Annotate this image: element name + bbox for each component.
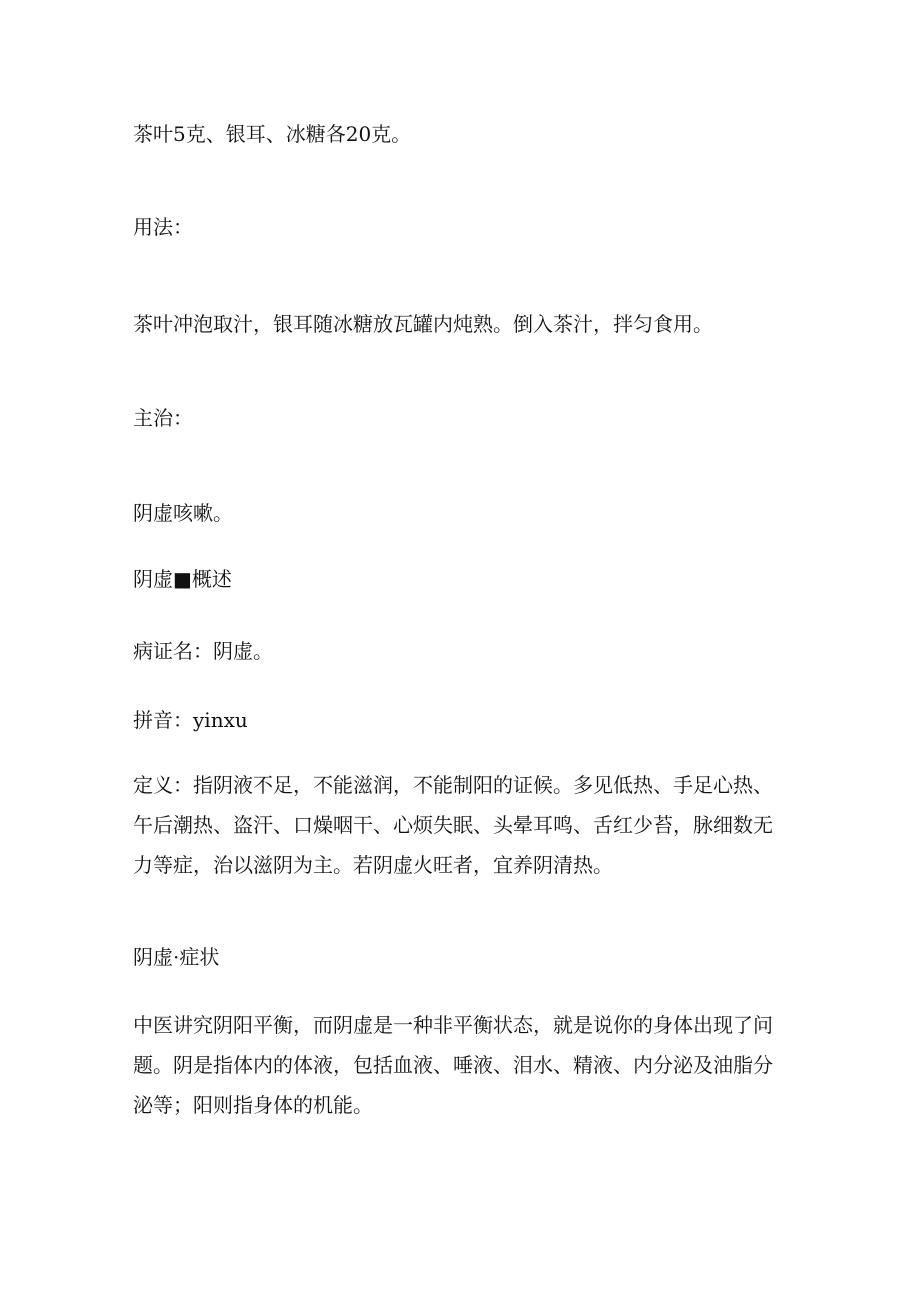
overview-heading: 阴虚■概述 xyxy=(133,567,232,591)
usage-text: 茶叶冲泡取汁，银耳随冰糖放瓦罐内炖熟。倒入茶汁，拌匀食用。 xyxy=(133,312,713,336)
usage-heading: 用法： xyxy=(133,215,193,239)
definition-text: 定义：指阴液不足，不能滋润，不能制阳的证候。多见低热、手足心热、午后潮热、盗汗、口燥咽干、心烦失眠、头晕耳鸣、舌红少苔，脉细数无力等症，治以滋阴为主。若阴虚火旺者，宜养阴清热。 xyxy=(133,773,773,877)
ingredients-text: 茶叶5克、银耳、冰糖各20克。 xyxy=(133,122,412,146)
symptoms-heading: 阴虚·症状 xyxy=(133,945,220,969)
indication-heading: 主治： xyxy=(133,406,193,430)
symptoms-text: 中医讲究阴阳平衡，而阴虚是一种非平衡状态，就是说你的身体出现了问题。阴是指体内的体液，包括血液、唾液、泪水、精液、内分泌及油脂分泌等；阳则指身体的机能。 xyxy=(133,1013,773,1117)
indication-text: 阴虚咳嗽。 xyxy=(133,501,233,525)
pinyin-text: 拼音：yinxu xyxy=(133,708,248,732)
disease-name-text: 病证名：阴虚。 xyxy=(133,639,273,663)
